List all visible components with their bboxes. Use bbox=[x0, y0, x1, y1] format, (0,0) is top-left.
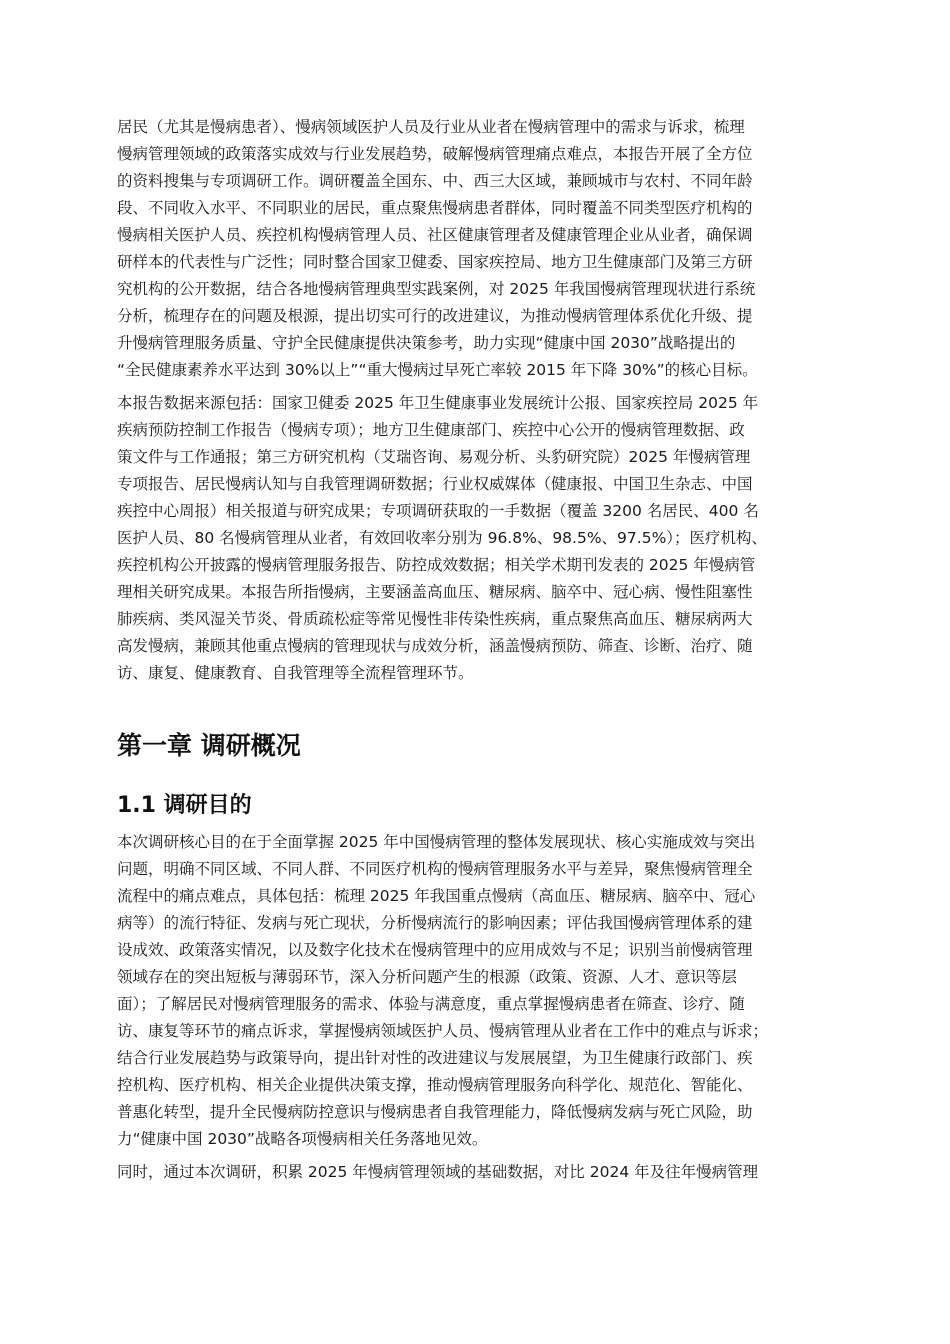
text-line: 疾控机构公开披露的慢病管理服务报告、防控成效数据；相关学术期刊发表的 2025 年慢病管 bbox=[117, 556, 756, 574]
text-line: 疾病预防控制工作报告（慢病专项）；地方卫生健康部门、疾控中心公开的慢病管理数据、政 bbox=[117, 421, 745, 439]
text-line: 流程中的痛点难点，具体包括：梳理 2025 年我国重点慢病（高血压、糖尿病、脑卒中、冠心 bbox=[117, 887, 756, 905]
text-line: 访、康复等环节的痛点诉求，掌握慢病领域医护人员、慢病管理从业者在工作中的难点与诉求； bbox=[117, 1022, 769, 1040]
text-line: 慢病管理领域的政策落实成效与行业发展趋势，破解慢病管理痛点难点，本报告开展了全方位 bbox=[117, 145, 753, 163]
section-title: 1.1 调研目的 bbox=[117, 793, 252, 818]
text-line: 慢病相关医护人员、疾控机构慢病管理人员、社区健康管理者及健康管理企业从业者，确保调 bbox=[117, 226, 753, 244]
text-line: 究机构的公开数据，结合各地慢病管理典型实践案例，对 2025 年我国慢病管理现状进行系统 bbox=[117, 280, 756, 298]
text-line: 升慢病管理服务质量、守护全民健康提供决策参考，助力实现“健康中国 2030”战略提出的 bbox=[117, 334, 736, 352]
text-line: 普惠化转型，提升全民慢病防控意识与慢病患者自我管理能力，降低慢病发病与死亡风险，助 bbox=[117, 1103, 753, 1121]
text-line: 病等）的流行特征、发病与死亡现状，分析慢病流行的影响因素；评估我国慢病管理体系的建 bbox=[117, 914, 753, 932]
text-line: 设成效、政策落实情况，以及数字化技术在慢病管理中的应用成效与不足；识别当前慢病管理 bbox=[117, 941, 753, 959]
text-line: 问题，明确不同区域、不同人群、不同医疗机构的慢病管理服务水平与差异，聚焦慢病管理全 bbox=[117, 860, 753, 878]
text-line: 疾控中心周报）相关报道与研究成果；专项调研获取的一手数据（覆盖 3200 名居民、400 名 bbox=[117, 502, 759, 520]
chapter-title: 第一章 调研概况 bbox=[117, 731, 301, 760]
text-line: 本报告数据来源包括：国家卫健委 2025 年卫生健康事业发展统计公报、国家疾控局 2025 年 bbox=[117, 394, 759, 412]
document-page bbox=[117, 114, 837, 1192]
text-line: 医护人员、80 名慢病管理从业者，有效回收率分别为 96.8%、98.5%、97.5%）；医疗机构、 bbox=[117, 529, 768, 547]
text-line: 结合行业发展趋势与政策导向，提出针对性的改进建议与发展展望，为卫生健康行政部门、疾 bbox=[117, 1049, 753, 1067]
text-line: 策文件与工作通报；第三方研究机构（艾瑞咨询、易观分析、头豹研究院）2025 年慢病管理 bbox=[117, 448, 751, 466]
text-line: 控机构、医疗机构、相关企业提供决策支撑，推动慢病管理服务向科学化、规范化、智能化、 bbox=[117, 1076, 753, 1094]
text-line: 分析，梳理存在的问题及根源，提出切实可行的改进建议，为推动慢病管理体系优化升级、提 bbox=[117, 307, 753, 325]
text-line: 专项报告、居民慢病认知与自我管理调研数据；行业权威媒体（健康报、中国卫生杂志、中国 bbox=[117, 475, 753, 493]
intro-paragraph bbox=[117, 114, 837, 384]
purpose-continuation-paragraph bbox=[117, 1159, 837, 1186]
text-line: 力“健康中国 2030”战略各项慢病相关任务落地见效。 bbox=[117, 1130, 488, 1148]
text-line: 肺疾病、类风湿关节炎、骨质疏松症等常见慢性非传染性疾病，重点聚焦高血压、糖尿病两大 bbox=[117, 610, 753, 628]
purpose-paragraph bbox=[117, 829, 837, 1153]
text-line: 本次调研核心目的在于全面掌握 2025 年中国慢病管理的整体发展现状、核心实施成效与突出 bbox=[117, 833, 756, 851]
text-line: 领域存在的突出短板与薄弱环节，深入分析问题产生的根源（政策、资源、人才、意识等层 bbox=[117, 968, 738, 986]
text-line: 面）；了解居民对慢病管理服务的需求、体验与满意度，重点掌握慢病患者在筛查、诊疗、随 bbox=[117, 995, 745, 1013]
text-line: 高发慢病，兼顾其他重点慢病的管理现状与成效分析，涵盖慢病预防、筛查、诊断、治疗、随 bbox=[117, 637, 753, 655]
text-line: 访、康复、健康教育、自我管理等全流程管理环节。 bbox=[117, 664, 474, 682]
text-line: 居民（尤其是慢病患者）、慢病领域医护人员及行业从业者在慢病管理中的需求与诉求，梳理 bbox=[117, 118, 745, 136]
text-line: 的资料搜集与专项调研工作。调研覆盖全国东、中、西三大区域，兼顾城市与农村、不同年龄 bbox=[117, 172, 753, 190]
text-line: “全民健康素养水平达到 30%以上”“重大慢病过早死亡率较 2015 年下降 30%”的核心目标。 bbox=[117, 361, 758, 379]
text-line: 段、不同收入水平、不同职业的居民，重点聚焦慢病患者群体，同时覆盖不同类型医疗机构的 bbox=[117, 199, 753, 217]
text-line: 理相关研究成果。本报告所指慢病，主要涵盖高血压、糖尿病、脑卒中、冠心病、慢性阻塞性 bbox=[117, 583, 753, 601]
text-line: 同时，通过本次调研，积累 2025 年慢病管理领域的基础数据，对比 2024 年及往年慢病管理 bbox=[117, 1163, 759, 1181]
text-line: 研样本的代表性与广泛性；同时整合国家卫健委、国家疾控局、地方卫生健康部门及第三方研 bbox=[117, 253, 753, 271]
data-sources-paragraph bbox=[117, 390, 837, 687]
